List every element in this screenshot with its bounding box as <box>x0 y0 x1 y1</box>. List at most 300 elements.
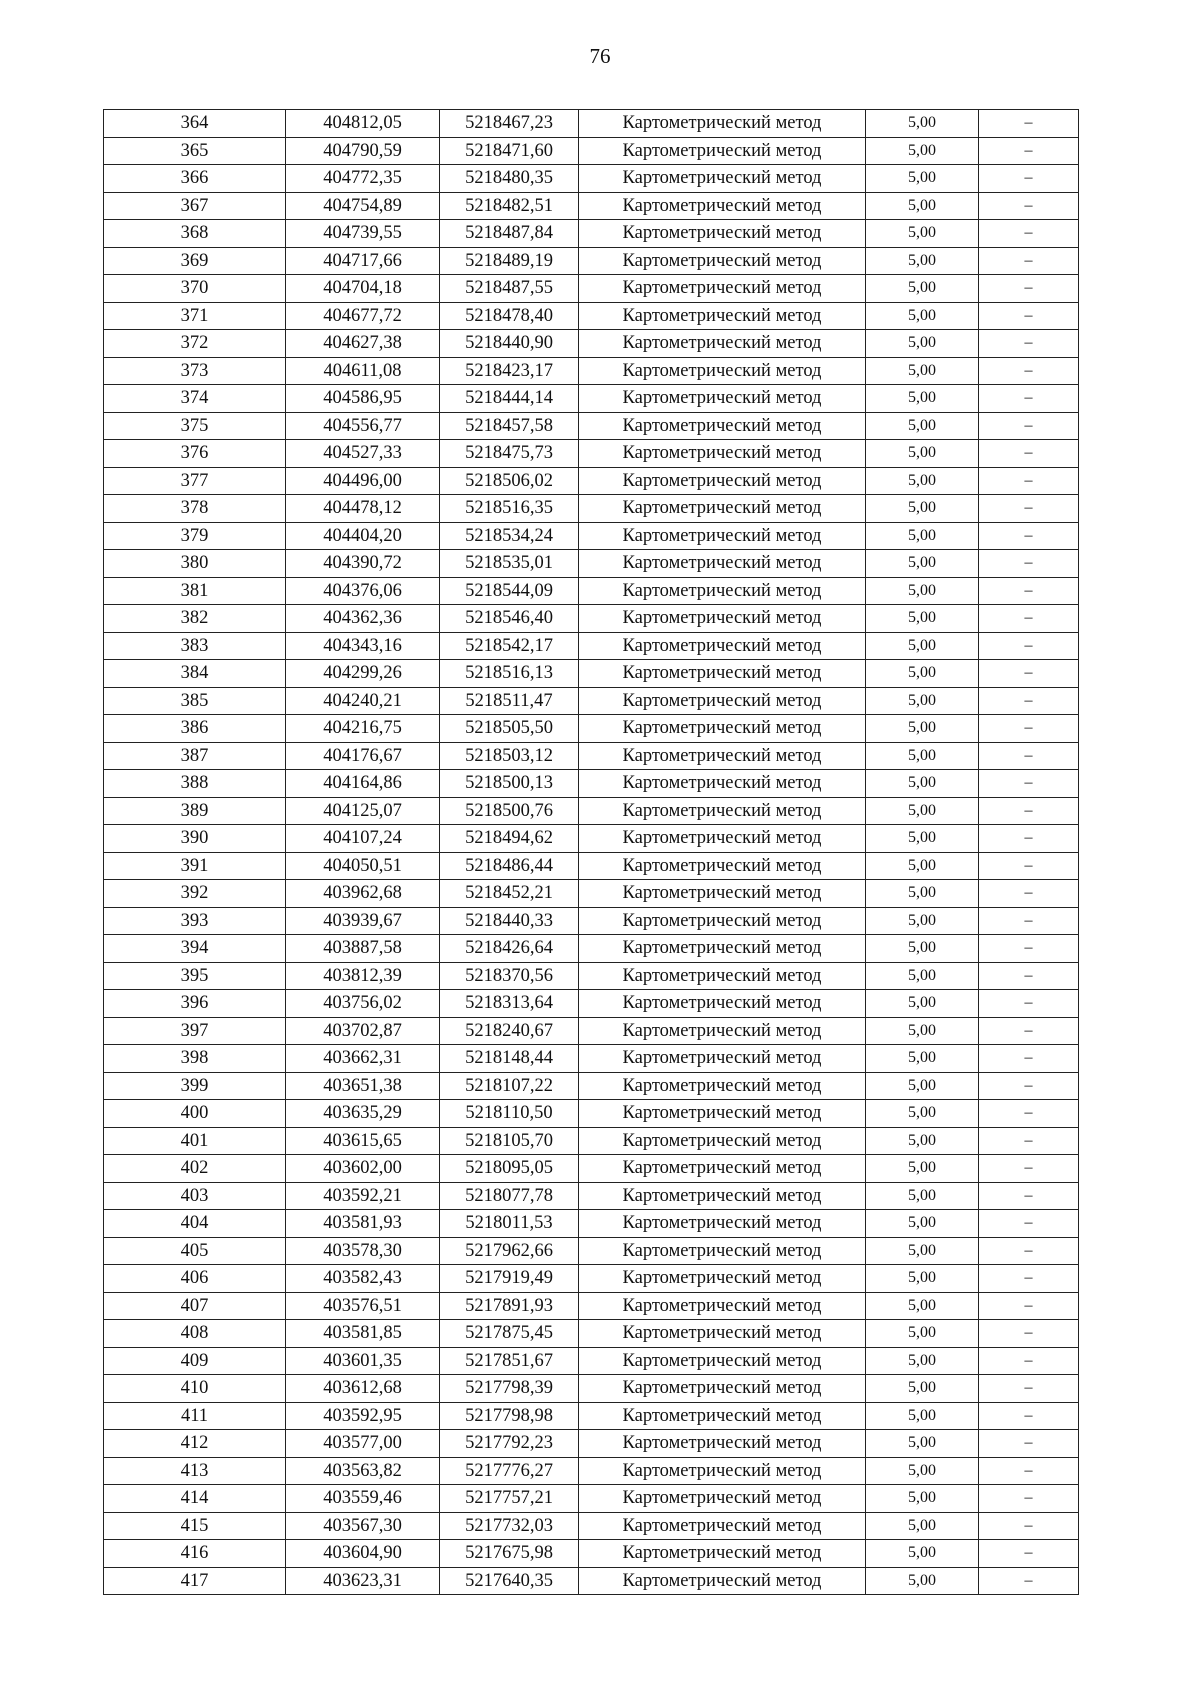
table-row <box>104 825 1079 853</box>
method-cell: Картометрический метод <box>579 302 866 330</box>
point-number-cell: 405 <box>104 1237 286 1265</box>
point-number-cell: 396 <box>104 990 286 1018</box>
table-row <box>104 1402 1079 1430</box>
accuracy-cell: 5,00 <box>866 275 979 303</box>
point-number-cell: 380 <box>104 550 286 578</box>
y-coordinate-cell: 5218482,51 <box>440 192 579 220</box>
accuracy-cell: 5,00 <box>866 715 979 743</box>
x-coordinate-cell: 404627,38 <box>286 330 440 358</box>
y-coordinate-cell: 5218534,24 <box>440 522 579 550</box>
point-number-cell: 392 <box>104 880 286 908</box>
point-number-cell: 407 <box>104 1292 286 1320</box>
y-coordinate-cell: 5218511,47 <box>440 687 579 715</box>
table-row <box>104 1320 1079 1348</box>
point-number-cell: 378 <box>104 495 286 523</box>
table-row <box>104 577 1079 605</box>
extra-cell: – <box>979 247 1079 275</box>
y-coordinate-cell: 5217851,67 <box>440 1347 579 1375</box>
x-coordinate-cell: 404478,12 <box>286 495 440 523</box>
method-cell: Картометрический метод <box>579 687 866 715</box>
y-coordinate-cell: 5218457,58 <box>440 412 579 440</box>
point-number-cell: 411 <box>104 1402 286 1430</box>
extra-cell: – <box>979 1512 1079 1540</box>
accuracy-cell: 5,00 <box>866 1485 979 1513</box>
x-coordinate-cell: 404739,55 <box>286 220 440 248</box>
extra-cell: – <box>979 1100 1079 1128</box>
x-coordinate-cell: 403812,39 <box>286 962 440 990</box>
point-number-cell: 375 <box>104 412 286 440</box>
extra-cell: – <box>979 1567 1079 1595</box>
accuracy-cell: 5,00 <box>866 550 979 578</box>
method-cell: Картометрический метод <box>579 412 866 440</box>
accuracy-cell: 5,00 <box>866 357 979 385</box>
x-coordinate-cell: 404812,05 <box>286 110 440 138</box>
extra-cell: – <box>979 1265 1079 1293</box>
point-number-cell: 374 <box>104 385 286 413</box>
point-number-cell: 385 <box>104 687 286 715</box>
accuracy-cell: 5,00 <box>866 1320 979 1348</box>
y-coordinate-cell: 5218489,19 <box>440 247 579 275</box>
extra-cell: – <box>979 550 1079 578</box>
point-number-cell: 415 <box>104 1512 286 1540</box>
y-coordinate-cell: 5218503,12 <box>440 742 579 770</box>
table-row <box>104 1237 1079 1265</box>
method-cell: Картометрический метод <box>579 715 866 743</box>
x-coordinate-cell: 404107,24 <box>286 825 440 853</box>
point-number-cell: 382 <box>104 605 286 633</box>
page-number: 76 <box>589 44 611 68</box>
extra-cell: – <box>979 990 1079 1018</box>
point-number-cell: 371 <box>104 302 286 330</box>
method-cell: Картометрический метод <box>579 1457 866 1485</box>
method-cell: Картометрический метод <box>579 852 866 880</box>
point-number-cell: 367 <box>104 192 286 220</box>
extra-cell: – <box>979 1127 1079 1155</box>
y-coordinate-cell: 5218077,78 <box>440 1182 579 1210</box>
method-cell: Картометрический метод <box>579 935 866 963</box>
extra-cell: – <box>979 1210 1079 1238</box>
extra-cell: – <box>979 1402 1079 1430</box>
method-cell: Картометрический метод <box>579 742 866 770</box>
accuracy-cell: 5,00 <box>866 605 979 633</box>
point-number-cell: 413 <box>104 1457 286 1485</box>
x-coordinate-cell: 403592,95 <box>286 1402 440 1430</box>
table-row <box>104 1155 1079 1183</box>
extra-cell: – <box>979 302 1079 330</box>
accuracy-cell: 5,00 <box>866 137 979 165</box>
x-coordinate-cell: 404216,75 <box>286 715 440 743</box>
accuracy-cell: 5,00 <box>866 1127 979 1155</box>
method-cell: Картометрический метод <box>579 1375 866 1403</box>
accuracy-cell: 5,00 <box>866 962 979 990</box>
extra-cell: – <box>979 110 1079 138</box>
x-coordinate-cell: 404586,95 <box>286 385 440 413</box>
extra-cell: – <box>979 632 1079 660</box>
x-coordinate-cell: 403581,85 <box>286 1320 440 1348</box>
table-row <box>104 660 1079 688</box>
accuracy-cell: 5,00 <box>866 495 979 523</box>
method-cell: Картометрический метод <box>579 330 866 358</box>
method-cell: Картометрический метод <box>579 1210 866 1238</box>
y-coordinate-cell: 5217640,35 <box>440 1567 579 1595</box>
table-row <box>104 1210 1079 1238</box>
point-number-cell: 379 <box>104 522 286 550</box>
extra-cell: – <box>979 852 1079 880</box>
extra-cell: – <box>979 742 1079 770</box>
x-coordinate-cell: 404677,72 <box>286 302 440 330</box>
accuracy-cell: 5,00 <box>866 577 979 605</box>
accuracy-cell: 5,00 <box>866 1375 979 1403</box>
x-coordinate-cell: 403615,65 <box>286 1127 440 1155</box>
accuracy-cell: 5,00 <box>866 770 979 798</box>
extra-cell: – <box>979 962 1079 990</box>
table-row <box>104 907 1079 935</box>
y-coordinate-cell: 5217792,23 <box>440 1430 579 1458</box>
x-coordinate-cell: 403702,87 <box>286 1017 440 1045</box>
accuracy-cell: 5,00 <box>866 1017 979 1045</box>
accuracy-cell: 5,00 <box>866 165 979 193</box>
method-cell: Картометрический метод <box>579 962 866 990</box>
table-row <box>104 687 1079 715</box>
method-cell: Картометрический метод <box>579 1402 866 1430</box>
x-coordinate-cell: 404390,72 <box>286 550 440 578</box>
table-row <box>104 990 1079 1018</box>
method-cell: Картометрический метод <box>579 357 866 385</box>
table-row <box>104 467 1079 495</box>
method-cell: Картометрический метод <box>579 165 866 193</box>
method-cell: Картометрический метод <box>579 110 866 138</box>
x-coordinate-cell: 403567,30 <box>286 1512 440 1540</box>
table-row <box>104 357 1079 385</box>
y-coordinate-cell: 5218423,17 <box>440 357 579 385</box>
extra-cell: – <box>979 770 1079 798</box>
y-coordinate-cell: 5218011,53 <box>440 1210 579 1238</box>
y-coordinate-cell: 5217891,93 <box>440 1292 579 1320</box>
point-number-cell: 400 <box>104 1100 286 1128</box>
extra-cell: – <box>979 660 1079 688</box>
x-coordinate-cell: 404704,18 <box>286 275 440 303</box>
y-coordinate-cell: 5218240,67 <box>440 1017 579 1045</box>
point-number-cell: 402 <box>104 1155 286 1183</box>
y-coordinate-cell: 5218494,62 <box>440 825 579 853</box>
table-row <box>104 770 1079 798</box>
method-cell: Картометрический метод <box>579 1540 866 1568</box>
accuracy-cell: 5,00 <box>866 687 979 715</box>
method-cell: Картометрический метод <box>579 385 866 413</box>
table-row <box>104 440 1079 468</box>
y-coordinate-cell: 5218452,21 <box>440 880 579 908</box>
accuracy-cell: 5,00 <box>866 467 979 495</box>
accuracy-cell: 5,00 <box>866 1292 979 1320</box>
table-row <box>104 852 1079 880</box>
extra-cell: – <box>979 715 1079 743</box>
point-number-cell: 373 <box>104 357 286 385</box>
x-coordinate-cell: 403576,51 <box>286 1292 440 1320</box>
accuracy-cell: 5,00 <box>866 852 979 880</box>
y-coordinate-cell: 5218480,35 <box>440 165 579 193</box>
point-number-cell: 381 <box>104 577 286 605</box>
table-row <box>104 962 1079 990</box>
table-row <box>104 247 1079 275</box>
x-coordinate-cell: 404125,07 <box>286 797 440 825</box>
y-coordinate-cell: 5218505,50 <box>440 715 579 743</box>
method-cell: Картометрический метод <box>579 137 866 165</box>
point-number-cell: 399 <box>104 1072 286 1100</box>
accuracy-cell: 5,00 <box>866 797 979 825</box>
point-number-cell: 366 <box>104 165 286 193</box>
accuracy-cell: 5,00 <box>866 1567 979 1595</box>
point-number-cell: 412 <box>104 1430 286 1458</box>
extra-cell: – <box>979 275 1079 303</box>
y-coordinate-cell: 5218542,17 <box>440 632 579 660</box>
y-coordinate-cell: 5217798,98 <box>440 1402 579 1430</box>
table-row <box>104 385 1079 413</box>
point-number-cell: 391 <box>104 852 286 880</box>
extra-cell: – <box>979 1320 1079 1348</box>
table-row <box>104 605 1079 633</box>
method-cell: Картометрический метод <box>579 825 866 853</box>
y-coordinate-cell: 5218500,76 <box>440 797 579 825</box>
point-number-cell: 372 <box>104 330 286 358</box>
table-row <box>104 550 1079 578</box>
table-row <box>104 797 1079 825</box>
table-row <box>104 412 1079 440</box>
y-coordinate-cell: 5218471,60 <box>440 137 579 165</box>
table-row <box>104 1017 1079 1045</box>
method-cell: Картометрический метод <box>579 522 866 550</box>
y-coordinate-cell: 5218110,50 <box>440 1100 579 1128</box>
point-number-cell: 417 <box>104 1567 286 1595</box>
point-number-cell: 390 <box>104 825 286 853</box>
point-number-cell: 386 <box>104 715 286 743</box>
table-row <box>104 110 1079 138</box>
y-coordinate-cell: 5218535,01 <box>440 550 579 578</box>
point-number-cell: 370 <box>104 275 286 303</box>
accuracy-cell: 5,00 <box>866 440 979 468</box>
method-cell: Картометрический метод <box>579 192 866 220</box>
table-row <box>104 165 1079 193</box>
x-coordinate-cell: 403756,02 <box>286 990 440 1018</box>
accuracy-cell: 5,00 <box>866 1182 979 1210</box>
extra-cell: – <box>979 1457 1079 1485</box>
point-number-cell: 416 <box>104 1540 286 1568</box>
table-row <box>104 330 1079 358</box>
method-cell: Картометрический метод <box>579 577 866 605</box>
table-row <box>104 1100 1079 1128</box>
table-row <box>104 632 1079 660</box>
table-row <box>104 1457 1079 1485</box>
method-cell: Картометрический метод <box>579 1430 866 1458</box>
table-row <box>104 1375 1079 1403</box>
y-coordinate-cell: 5218440,33 <box>440 907 579 935</box>
table-row <box>104 1072 1079 1100</box>
accuracy-cell: 5,00 <box>866 1155 979 1183</box>
accuracy-cell: 5,00 <box>866 1347 979 1375</box>
y-coordinate-cell: 5218487,55 <box>440 275 579 303</box>
method-cell: Картометрический метод <box>579 605 866 633</box>
accuracy-cell: 5,00 <box>866 220 979 248</box>
method-cell: Картометрический метод <box>579 1155 866 1183</box>
x-coordinate-cell: 403559,46 <box>286 1485 440 1513</box>
x-coordinate-cell: 403962,68 <box>286 880 440 908</box>
y-coordinate-cell: 5218487,84 <box>440 220 579 248</box>
x-coordinate-cell: 403662,31 <box>286 1045 440 1073</box>
accuracy-cell: 5,00 <box>866 935 979 963</box>
extra-cell: – <box>979 192 1079 220</box>
y-coordinate-cell: 5218440,90 <box>440 330 579 358</box>
accuracy-cell: 5,00 <box>866 990 979 1018</box>
point-number-cell: 388 <box>104 770 286 798</box>
x-coordinate-cell: 404772,35 <box>286 165 440 193</box>
table-body <box>104 110 1079 1595</box>
accuracy-cell: 5,00 <box>866 330 979 358</box>
method-cell: Картометрический метод <box>579 1045 866 1073</box>
accuracy-cell: 5,00 <box>866 247 979 275</box>
x-coordinate-cell: 404717,66 <box>286 247 440 275</box>
accuracy-cell: 5,00 <box>866 825 979 853</box>
point-number-cell: 408 <box>104 1320 286 1348</box>
table-row <box>104 1045 1079 1073</box>
method-cell: Картометрический метод <box>579 880 866 908</box>
extra-cell: – <box>979 495 1079 523</box>
extra-cell: – <box>979 1182 1079 1210</box>
x-coordinate-cell: 403623,31 <box>286 1567 440 1595</box>
table-row <box>104 880 1079 908</box>
point-number-cell: 398 <box>104 1045 286 1073</box>
method-cell: Картометрический метод <box>579 907 866 935</box>
accuracy-cell: 5,00 <box>866 1265 979 1293</box>
extra-cell: – <box>979 1347 1079 1375</box>
accuracy-cell: 5,00 <box>866 1072 979 1100</box>
accuracy-cell: 5,00 <box>866 1210 979 1238</box>
method-cell: Картометрический метод <box>579 247 866 275</box>
method-cell: Картометрический метод <box>579 1017 866 1045</box>
extra-cell: – <box>979 935 1079 963</box>
extra-cell: – <box>979 440 1079 468</box>
point-number-cell: 414 <box>104 1485 286 1513</box>
y-coordinate-cell: 5217757,21 <box>440 1485 579 1513</box>
table-row <box>104 1127 1079 1155</box>
extra-cell: – <box>979 385 1079 413</box>
point-number-cell: 410 <box>104 1375 286 1403</box>
method-cell: Картометрический метод <box>579 440 866 468</box>
accuracy-cell: 5,00 <box>866 412 979 440</box>
y-coordinate-cell: 5218486,44 <box>440 852 579 880</box>
x-coordinate-cell: 403635,29 <box>286 1100 440 1128</box>
x-coordinate-cell: 404790,59 <box>286 137 440 165</box>
method-cell: Картометрический метод <box>579 1512 866 1540</box>
extra-cell: – <box>979 522 1079 550</box>
table-row <box>104 522 1079 550</box>
extra-cell: – <box>979 577 1079 605</box>
method-cell: Картометрический метод <box>579 1320 866 1348</box>
x-coordinate-cell: 404754,89 <box>286 192 440 220</box>
accuracy-cell: 5,00 <box>866 110 979 138</box>
accuracy-cell: 5,00 <box>866 1457 979 1485</box>
method-cell: Картометрический метод <box>579 1265 866 1293</box>
y-coordinate-cell: 5218107,22 <box>440 1072 579 1100</box>
extra-cell: – <box>979 1375 1079 1403</box>
table-row <box>104 1485 1079 1513</box>
method-cell: Картометрический метод <box>579 1237 866 1265</box>
y-coordinate-cell: 5218544,09 <box>440 577 579 605</box>
accuracy-cell: 5,00 <box>866 660 979 688</box>
extra-cell: – <box>979 1430 1079 1458</box>
extra-cell: – <box>979 1292 1079 1320</box>
x-coordinate-cell: 403612,68 <box>286 1375 440 1403</box>
extra-cell: – <box>979 1017 1079 1045</box>
accuracy-cell: 5,00 <box>866 742 979 770</box>
y-coordinate-cell: 5218506,02 <box>440 467 579 495</box>
y-coordinate-cell: 5218426,64 <box>440 935 579 963</box>
extra-cell: – <box>979 825 1079 853</box>
extra-cell: – <box>979 797 1079 825</box>
method-cell: Картометрический метод <box>579 797 866 825</box>
x-coordinate-cell: 404404,20 <box>286 522 440 550</box>
accuracy-cell: 5,00 <box>866 632 979 660</box>
method-cell: Картометрический метод <box>579 770 866 798</box>
point-number-cell: 403 <box>104 1182 286 1210</box>
point-number-cell: 364 <box>104 110 286 138</box>
y-coordinate-cell: 5217962,66 <box>440 1237 579 1265</box>
accuracy-cell: 5,00 <box>866 1100 979 1128</box>
table-row <box>104 1567 1079 1595</box>
point-number-cell: 383 <box>104 632 286 660</box>
point-number-cell: 397 <box>104 1017 286 1045</box>
extra-cell: – <box>979 1237 1079 1265</box>
y-coordinate-cell: 5218500,13 <box>440 770 579 798</box>
x-coordinate-cell: 404299,26 <box>286 660 440 688</box>
method-cell: Картометрический метод <box>579 1347 866 1375</box>
y-coordinate-cell: 5218478,40 <box>440 302 579 330</box>
accuracy-cell: 5,00 <box>866 302 979 330</box>
y-coordinate-cell: 5218313,64 <box>440 990 579 1018</box>
table-row <box>104 715 1079 743</box>
x-coordinate-cell: 403887,58 <box>286 935 440 963</box>
extra-cell: – <box>979 467 1079 495</box>
point-number-cell: 389 <box>104 797 286 825</box>
point-number-cell: 384 <box>104 660 286 688</box>
method-cell: Картометрический метод <box>579 1100 866 1128</box>
y-coordinate-cell: 5218546,40 <box>440 605 579 633</box>
method-cell: Картометрический метод <box>579 1182 866 1210</box>
point-number-cell: 393 <box>104 907 286 935</box>
accuracy-cell: 5,00 <box>866 1540 979 1568</box>
accuracy-cell: 5,00 <box>866 880 979 908</box>
extra-cell: – <box>979 605 1079 633</box>
point-number-cell: 377 <box>104 467 286 495</box>
y-coordinate-cell: 5218370,56 <box>440 962 579 990</box>
method-cell: Картометрический метод <box>579 220 866 248</box>
method-cell: Картометрический метод <box>579 1485 866 1513</box>
point-number-cell: 387 <box>104 742 286 770</box>
table-row <box>104 1512 1079 1540</box>
method-cell: Картометрический метод <box>579 1127 866 1155</box>
point-number-cell: 369 <box>104 247 286 275</box>
x-coordinate-cell: 403592,21 <box>286 1182 440 1210</box>
x-coordinate-cell: 404176,67 <box>286 742 440 770</box>
x-coordinate-cell: 403651,38 <box>286 1072 440 1100</box>
accuracy-cell: 5,00 <box>866 1512 979 1540</box>
x-coordinate-cell: 404240,21 <box>286 687 440 715</box>
point-number-cell: 401 <box>104 1127 286 1155</box>
table-row <box>104 1292 1079 1320</box>
table-row <box>104 495 1079 523</box>
method-cell: Картометрический метод <box>579 1292 866 1320</box>
x-coordinate-cell: 403939,67 <box>286 907 440 935</box>
y-coordinate-cell: 5218475,73 <box>440 440 579 468</box>
x-coordinate-cell: 403604,90 <box>286 1540 440 1568</box>
